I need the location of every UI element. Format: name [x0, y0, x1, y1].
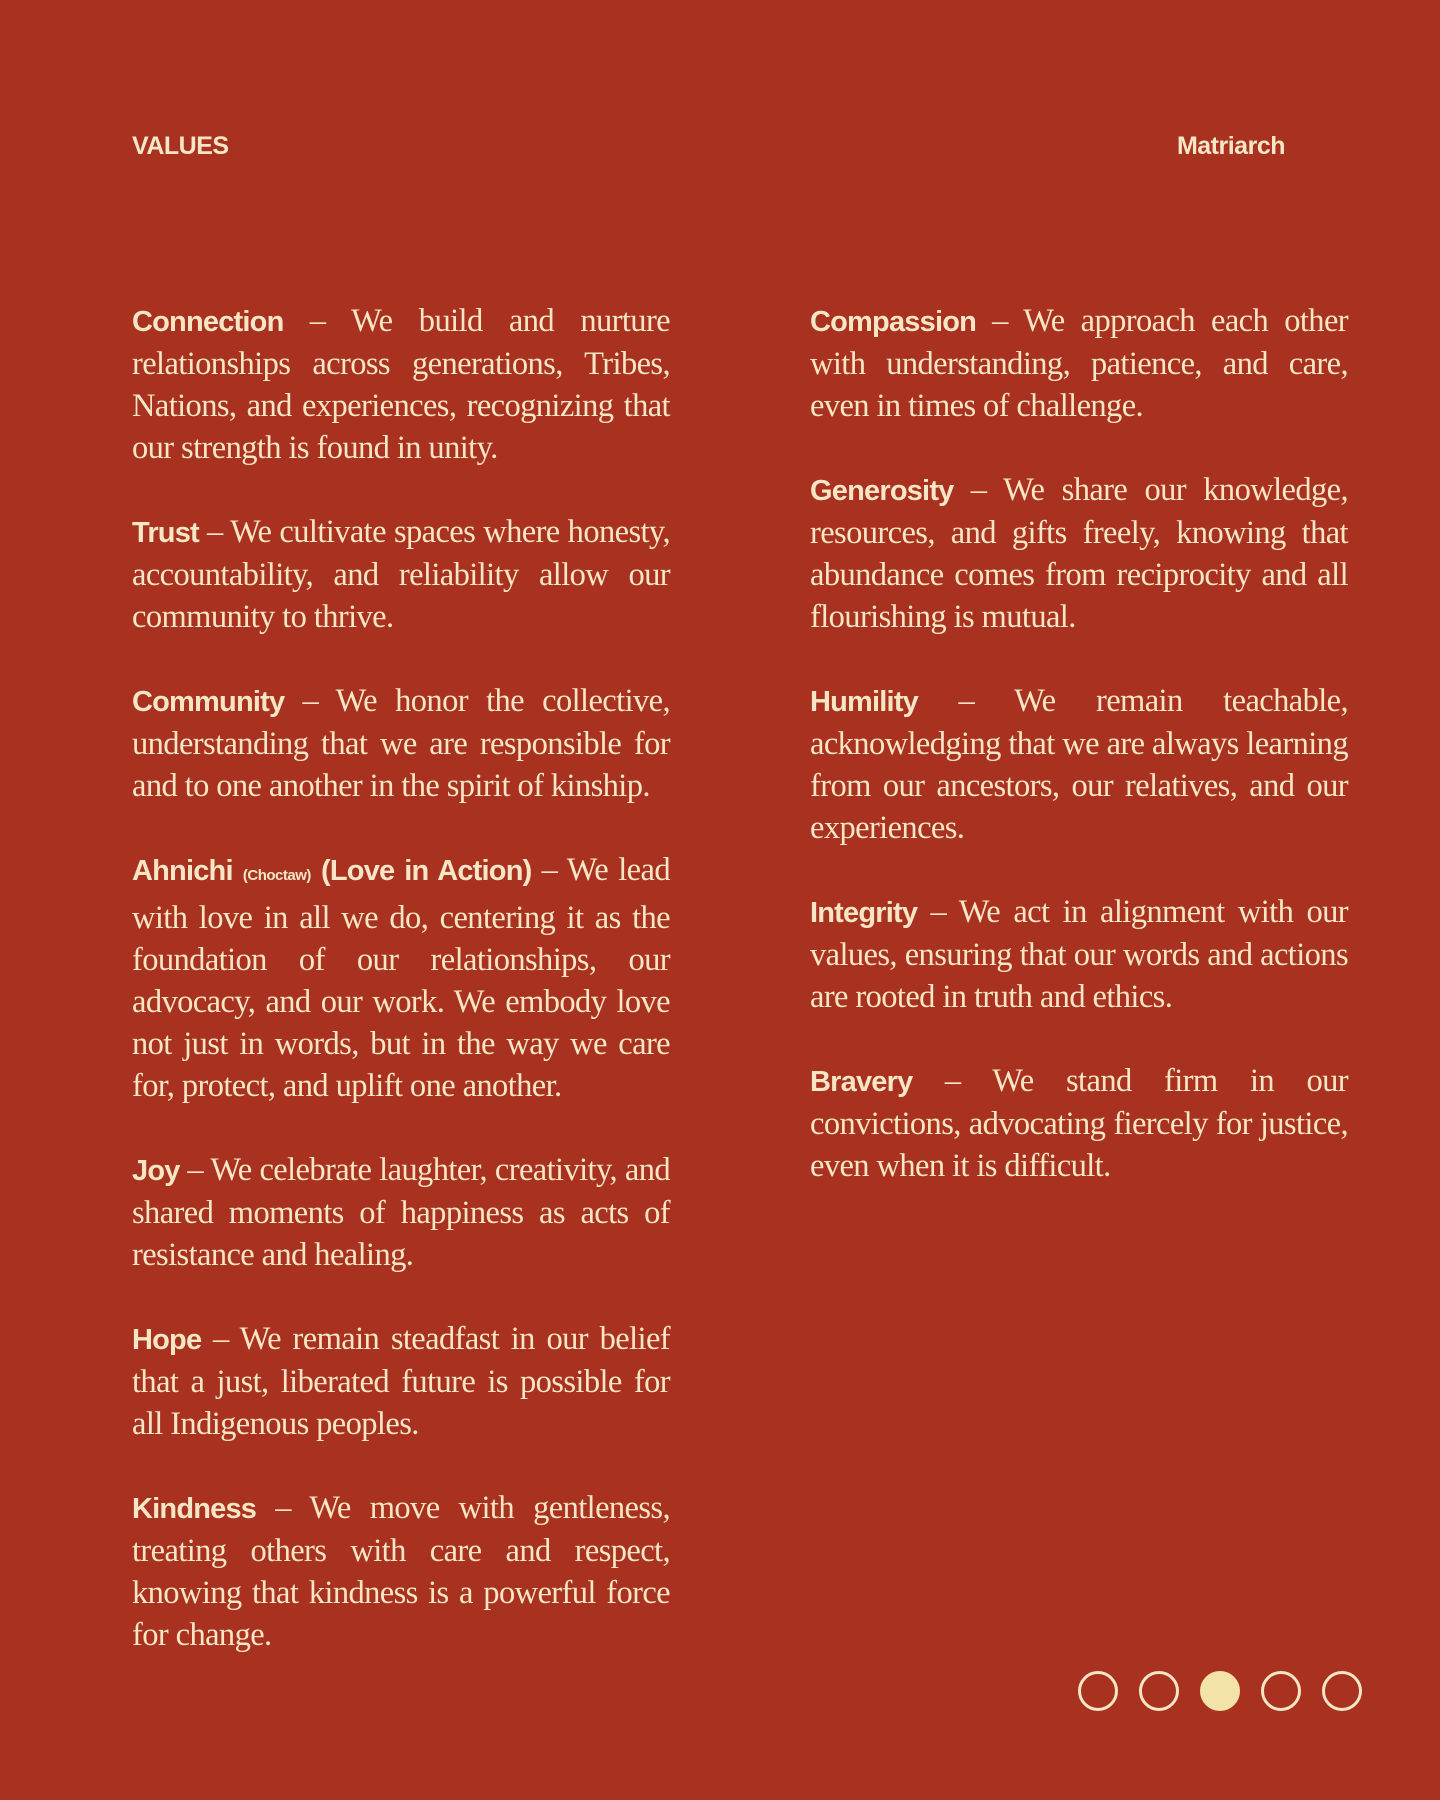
value-description: – We cultivate spaces where honesty, accountability, and reliability allow our community to thrive.: [132, 514, 670, 635]
value-term: Trust: [132, 517, 199, 549]
value-description: – We remain steadfast in our belief that a just, liberated future is possible for all Indigenous peoples.: [132, 1321, 670, 1442]
value-description: – We move with gentleness, treating others with care and respect, knowing that kindness is a powerful force for change.: [132, 1490, 670, 1653]
value-term: Joy: [132, 1155, 180, 1187]
value-trust: [132, 511, 670, 638]
value-hope: [132, 1318, 670, 1445]
values-column-left: [132, 300, 670, 1698]
value-term: Integrity: [810, 897, 918, 929]
value-generosity: [810, 469, 1348, 638]
value-description: – We honor the collective, understanding that we are responsible for and to one another in the spirit of kinship.: [132, 683, 670, 804]
value-description: – We lead with love in all we do, centering it as the foundation of our relationships, our advocacy, and our work. We embody love not just in words, but in the way we care for, protect, and uplift one another.: [132, 852, 670, 1104]
value-term: Community: [132, 686, 285, 718]
value-term-note: (Choctaw): [242, 867, 311, 884]
value-description: – We build and nurture relationships across generations, Tribes, Nations, and experiences, recognizing that our strength is found in unity.: [132, 303, 670, 466]
pagination-dot[interactable]: [1322, 1671, 1362, 1711]
value-term: Compassion: [810, 306, 977, 338]
pagination-dot-active[interactable]: [1200, 1671, 1240, 1711]
value-description: – We remain teachable, acknowledging that we are always learning from our ancestors, our relatives, and our experiences.: [810, 683, 1348, 846]
value-description: – We share our knowledge, resources, and gifts freely, knowing that abundance comes from reciprocity and all flourishing is mutual.: [810, 472, 1348, 635]
value-connection: [132, 300, 670, 469]
value-description: – We approach each other with understanding, patience, and care, even in times of challenge.: [810, 303, 1348, 424]
value-term-extra: (Love in Action): [321, 855, 532, 887]
brand-name: Matriarch: [1176, 132, 1285, 160]
value-integrity: [810, 891, 1348, 1018]
value-term: Connection: [132, 306, 284, 338]
pagination-dots: [1078, 1671, 1362, 1711]
value-compassion: [810, 300, 1348, 427]
section-label: VALUES: [132, 132, 229, 160]
value-term: Bravery: [810, 1066, 913, 1098]
value-term: Kindness: [132, 1493, 257, 1525]
value-description: – We act in alignment with our values, ensuring that our words and actions are rooted in truth and ethics.: [810, 894, 1348, 1015]
value-ahnichi: [132, 849, 670, 1107]
value-humility: [810, 680, 1348, 849]
value-description: – We stand firm in our convictions, advocating fiercely for justice, even when it is difficult.: [810, 1063, 1348, 1184]
value-term: Humility: [810, 686, 918, 718]
value-term: Ahnichi: [132, 855, 233, 887]
pagination-dot[interactable]: [1078, 1671, 1118, 1711]
pagination-dot[interactable]: [1261, 1671, 1301, 1711]
value-term: Generosity: [810, 475, 954, 507]
value-description: – We celebrate laughter, creativity, and shared moments of happiness as acts of resistance and healing.: [132, 1152, 670, 1273]
value-community: [132, 680, 670, 807]
value-term: Hope: [132, 1324, 202, 1356]
value-joy: [132, 1149, 670, 1276]
values-column-right: [810, 300, 1348, 1229]
value-kindness: [132, 1487, 670, 1656]
page-header: [132, 132, 1308, 172]
value-bravery: [810, 1060, 1348, 1187]
pagination-dot[interactable]: [1139, 1671, 1179, 1711]
